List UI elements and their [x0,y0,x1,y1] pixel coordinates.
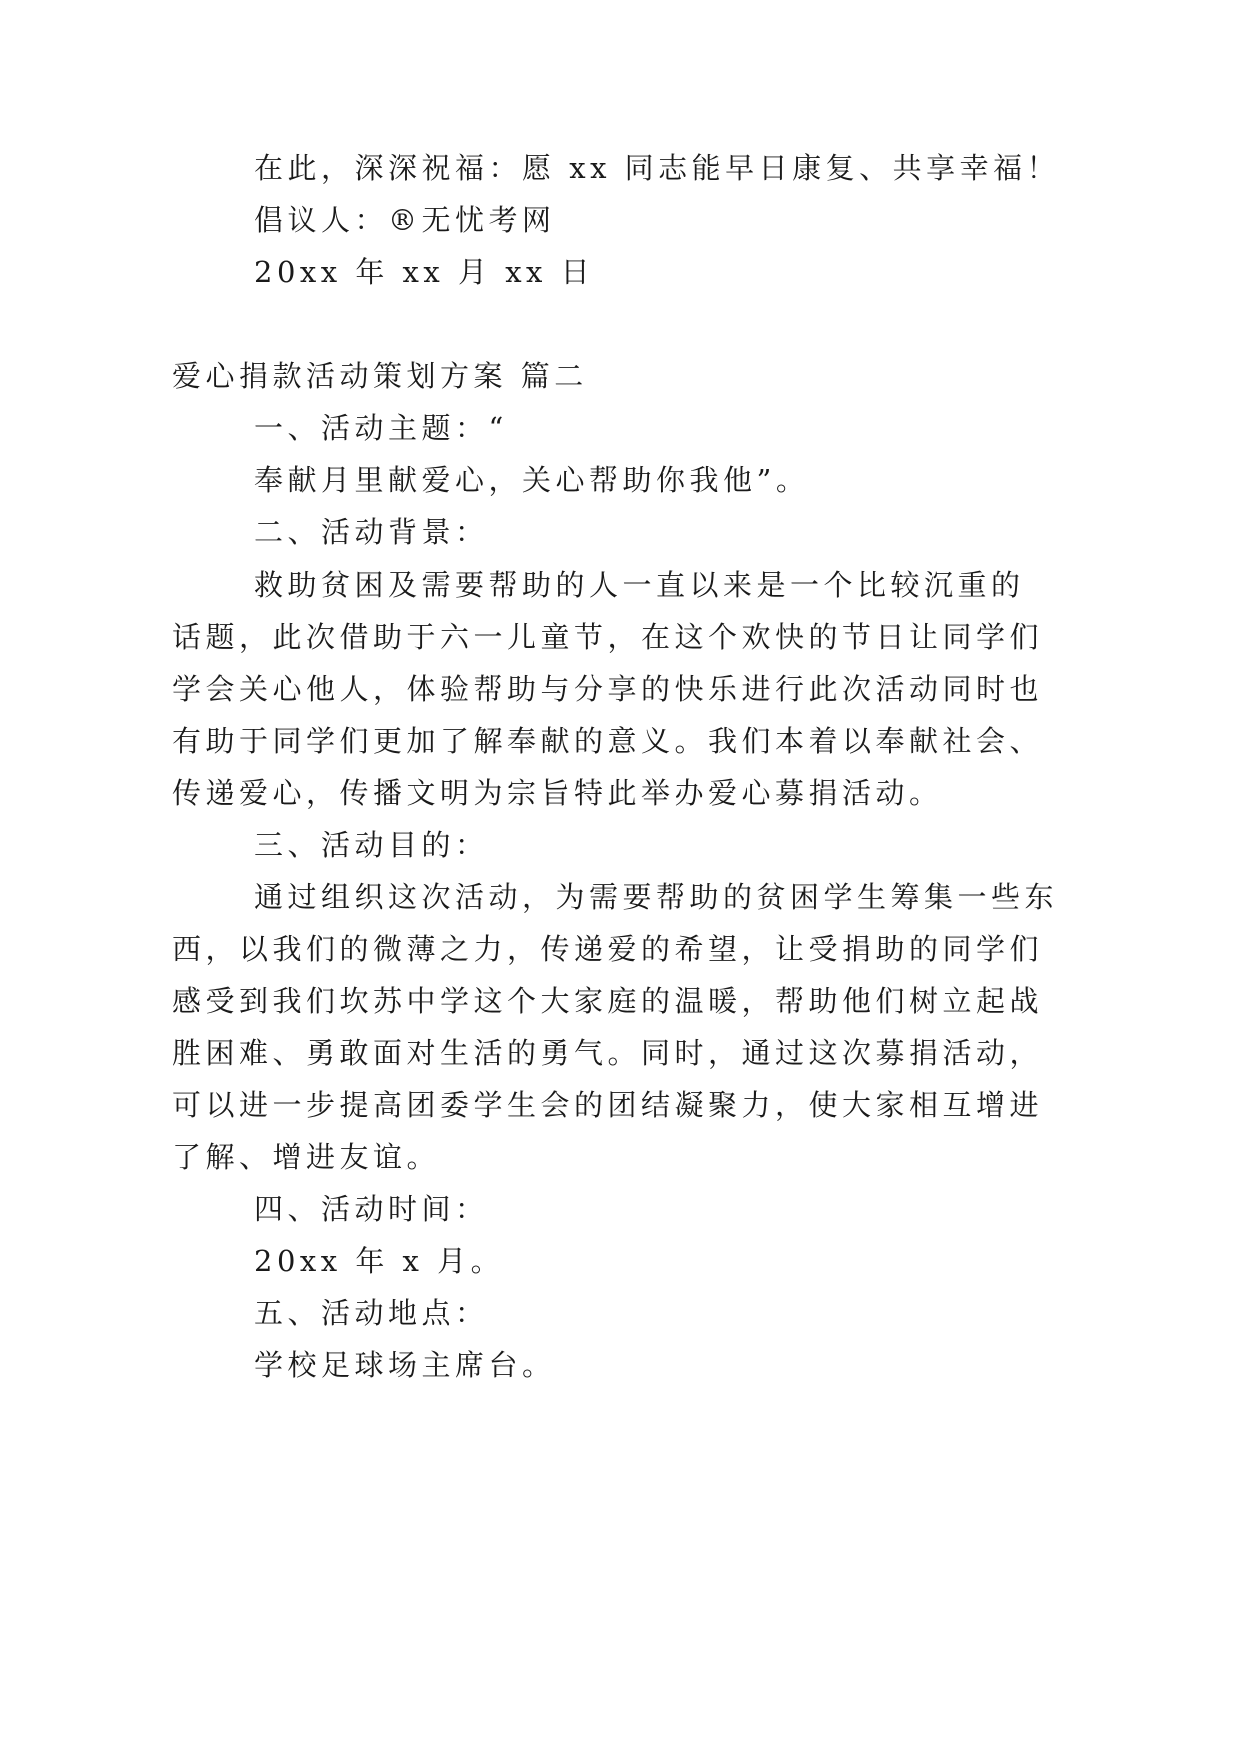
background-line-1: 救助贫困及需要帮助的人一直以来是一个比较沉重的 [254,568,1025,602]
background-line-3: 学会关心他人，体验帮助与分享的快乐进行此次活动同时也 [172,672,1044,706]
background-heading: 二、活动背景： [254,515,489,549]
purpose-line-5: 可以进一步提高团委学生会的团结凝聚力，使大家相互增进 [172,1088,1044,1122]
purpose-line-2: 西，以我们的微薄之力，传递爱的希望，让受捐助的同学们 [172,932,1044,966]
time-text: 20xx 年 x 月。 [254,1244,505,1278]
theme-heading: 一、活动主题：“ [254,411,508,445]
background-line-2: 话题，此次借助于六一儿童节，在这个欢快的节日让同学们 [172,620,1044,654]
purpose-line-4: 胜困难、勇敢面对生活的勇气。同时，通过这次募捐活动， [172,1036,1044,1070]
date-line: 20xx 年 xx 月 xx 日 [254,255,595,289]
time-heading: 四、活动时间： [254,1192,489,1226]
purpose-heading: 三、活动目的： [254,828,489,862]
place-heading: 五、活动地点： [254,1296,489,1330]
section-title: 爱心捐款活动策划方案 篇二 [172,359,588,393]
background-line-4: 有助于同学们更加了解奉献的意义。我们本着以奉献社会、 [172,724,1044,758]
proposer-line: 倡议人：®无忧考网 [254,203,556,237]
background-line-5: 传递爱心，传播文明为宗旨特此举办爱心募捐活动。 [172,776,943,810]
purpose-line-3: 感受到我们坎苏中学这个大家庭的温暖，帮助他们树立起战 [172,984,1044,1018]
theme-text: 奉献月里献爱心，关心帮助你我他”。 [254,463,810,497]
place-text: 学校足球场主席台。 [254,1348,556,1382]
purpose-line-6: 了解、增进友谊。 [172,1140,441,1174]
purpose-line-1: 通过组织这次活动，为需要帮助的贫困学生筹集一些东 [254,880,1059,914]
blessing-line: 在此，深深祝福：愿 xx 同志能早日康复、共享幸福！ [254,151,1061,185]
